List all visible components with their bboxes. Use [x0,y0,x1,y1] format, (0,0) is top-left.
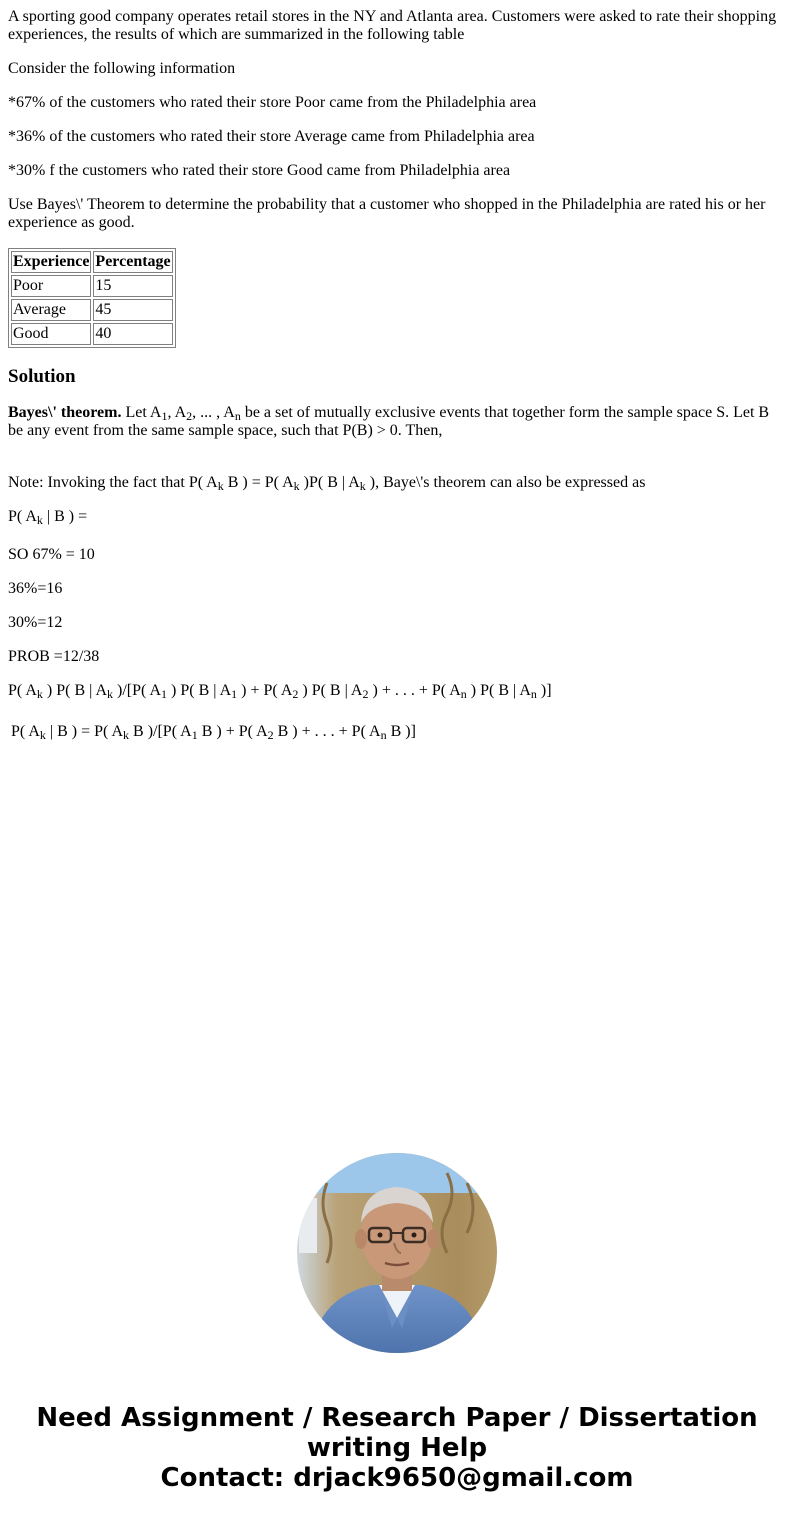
promo-footer [0,1403,794,1493]
bayes-formula-joint [8,723,786,741]
subscript: k [36,513,43,527]
subscript: n [380,728,387,742]
problem-intro: A sporting good company operates retail stores in the NY and Atlanta area. Customers were asked to rate their shopping experiences, the results of which are summarized in the following table [8,8,777,43]
text-run: )/[P( A [113,682,162,699]
text-run: be a set of mutually exclusive events that together form the sample space S. Let B be any event from the same sample space, such that P(B) > 0. Then, [8,404,770,439]
text-run: B ) + . . . + P( A [273,723,381,740]
subscript: 2 [267,728,274,742]
subscript: k [107,687,114,701]
problem-fact-poor: *67% of the customers who rated their store Poor came from the Philadelphia area [8,94,537,111]
subscript: k [359,479,366,493]
table-cell: Poor [11,275,91,297]
text-run: ) P( B | A [466,682,531,699]
text-run: Let A [121,404,162,421]
text-run: B )/[P( A [129,723,192,740]
subscript: k [217,479,224,493]
probability-result: PROB =12/38 [8,648,100,665]
subscript: k [123,728,130,742]
author-portrait-image [297,1153,497,1353]
table-cell: Average [11,299,91,321]
bayes-note [8,474,786,492]
promo-line-1: Need Assignment / Research Paper / Dissertation [36,1403,758,1433]
text-run: B ) = P( A [223,474,294,491]
subscript: 1 [231,687,238,701]
bayes-theorem-statement [8,404,786,440]
text-run: | B ) = [42,508,88,525]
problem-fact-good: *30% f the customers who rated their store Good came from Philadelphia area [8,162,511,179]
subscript: n [460,687,467,701]
promo-line-2: writing Help [306,1433,488,1463]
text-run: | B ) = P( A [45,723,124,740]
work-line-average: 36%=16 [8,580,63,597]
table-row [11,275,173,297]
text-run: P( A [8,682,37,699]
text-run: ) + . . . + P( A [368,682,461,699]
table-cell: 40 [93,323,172,345]
subscript: 1 [191,728,198,742]
work-line-poor: SO 67% = 10 [8,546,95,563]
table-row [11,299,173,321]
subscript: 2 [292,687,299,701]
text-run: , ... , A [192,404,235,421]
table-header-row [11,251,173,273]
formula-pak-given-b [8,508,786,526]
table-cell: Good [11,323,91,345]
text-run: )P( B | A [299,474,360,491]
subscript: 1 [161,409,168,423]
subscript: k [293,479,300,493]
text-run: B )] [386,723,416,740]
work-line-good: 30%=12 [8,614,63,631]
text-run: , A [167,404,187,421]
problem-consider: Consider the following information [8,60,236,77]
text-run: Note: Invoking the fact that P( A [8,474,218,491]
text-run: )] [536,682,552,699]
text-run: ), Baye\'s theorem can also be expressed as [365,474,646,491]
document-body [8,8,786,741]
subscript: k [36,687,43,701]
experience-table [8,248,176,348]
table-row [11,323,173,345]
subscript: 2 [362,687,369,701]
subscript: 2 [186,409,193,423]
problem-question: Use Bayes\' Theorem to determine the probability that a customer who shopped in the Philadelphia are rated his or her experience as good. [8,196,766,231]
table-cell: 15 [93,275,172,297]
bayes-formula-expanded [8,682,786,700]
text-run: P( A [11,723,40,740]
table-header-cell: Percentage [93,251,172,273]
promo-contact: Contact: drjack9650@gmail.com [160,1463,634,1493]
text-run: ) P( B | A [298,682,363,699]
table-header-cell: Experience [11,251,91,273]
solution-heading: Solution [8,366,76,387]
subscript: n [530,687,537,701]
text-run: ) + P( A [237,682,293,699]
subscript: 1 [161,687,168,701]
text-run: P( A [8,508,37,525]
bayes-theorem-label: Bayes\' theorem. [8,404,122,421]
subscript: n [234,409,241,423]
text-run: B ) + P( A [197,723,268,740]
subscript: k [39,728,46,742]
text-run: ) P( B | A [167,682,232,699]
author-photo [297,1153,497,1353]
table-cell: 45 [93,299,172,321]
text-run: ) P( B | A [42,682,108,699]
problem-fact-average: *36% of the customers who rated their store Average came from Philadelphia area [8,128,535,145]
